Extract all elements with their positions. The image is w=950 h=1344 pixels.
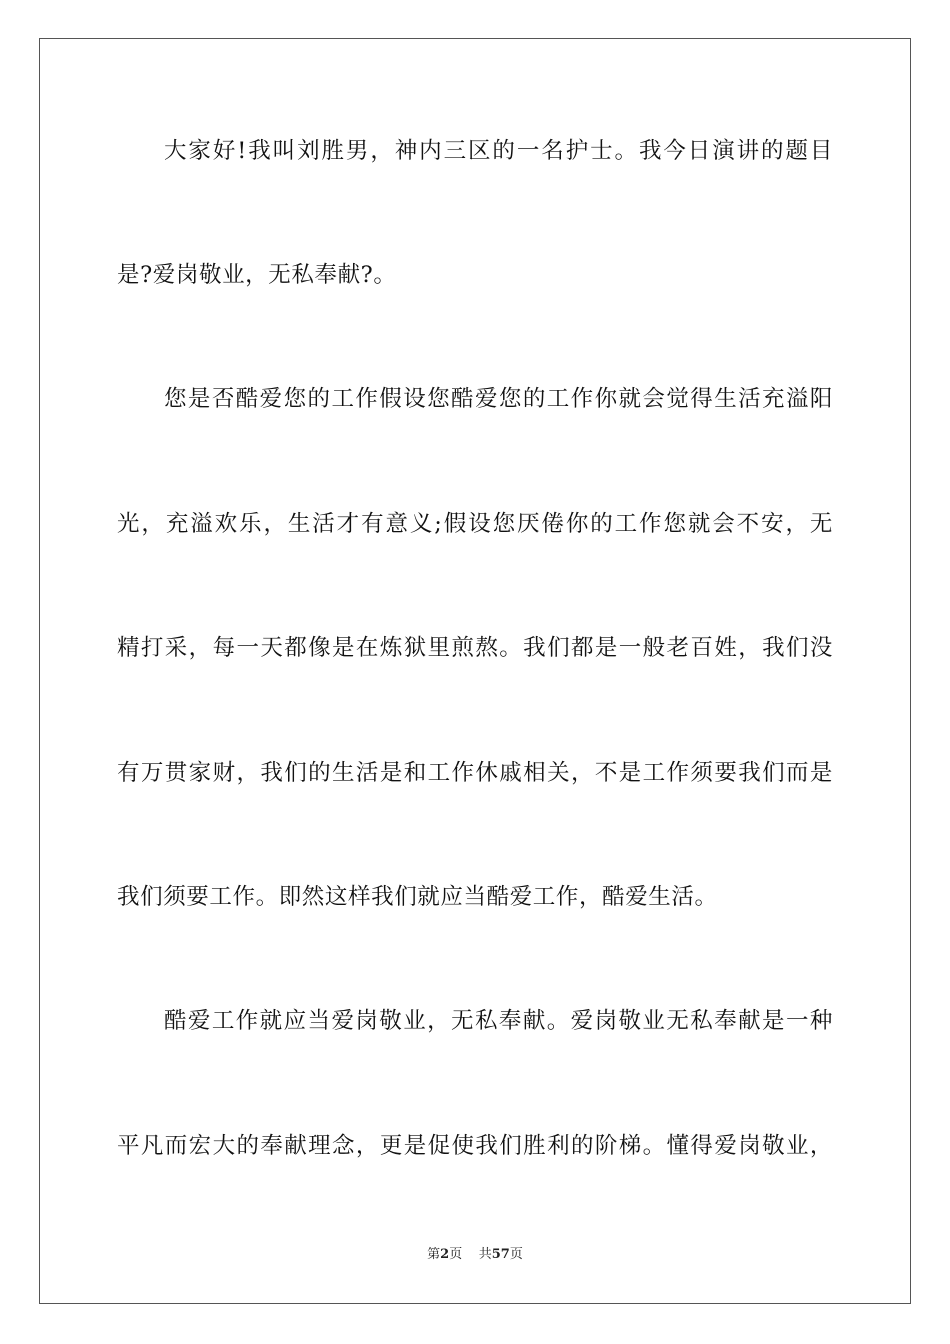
paragraph-3-line-1: 酷爱工作就应当爱岗敬业，无私奉献。爱岗敬业无私奉献是一种 <box>164 1008 833 1034</box>
paragraph-2-line-3: 精打采，每一天都像是在炼狱里煎熬。我们都是一般老百姓，我们没 <box>117 635 833 661</box>
total-pages: 57 <box>491 1247 510 1262</box>
paragraph-3-line-2: 平凡而宏大的奉献理念，更是促使我们胜利的阶梯。懂得爱岗敬业， <box>117 1133 833 1159</box>
page-prefix: 第 <box>427 1247 441 1262</box>
paragraph-2-line-4: 有万贯家财，我们的生活是和工作休戚相关，不是工作须要我们而是 <box>117 760 833 786</box>
paragraph-2-line-1: 您是否酷爱您的工作假设您酷爱您的工作你就会觉得生活充溢阳 <box>164 386 833 412</box>
paragraph-1-line-1: 大家好!我叫刘胜男，神内三区的一名护士。我今日演讲的题目 <box>164 138 833 164</box>
page-suffix: 页 <box>449 1247 463 1262</box>
total-suffix: 页 <box>509 1247 523 1262</box>
paragraph-2-line-2: 光，充溢欢乐，生活才有意义;假设您厌倦你的工作您就会不安，无 <box>117 511 833 537</box>
paragraph-1-line-2: 是?爱岗敬业，无私奉献?。 <box>117 262 397 288</box>
page-footer <box>0 1245 950 1265</box>
total-prefix: 共 <box>478 1247 492 1262</box>
page-border <box>39 38 911 1304</box>
page-number: 2 <box>440 1247 450 1262</box>
paragraph-2-line-5: 我们须要工作。即然这样我们就应当酷爱工作，酷爱生活。 <box>117 884 718 910</box>
